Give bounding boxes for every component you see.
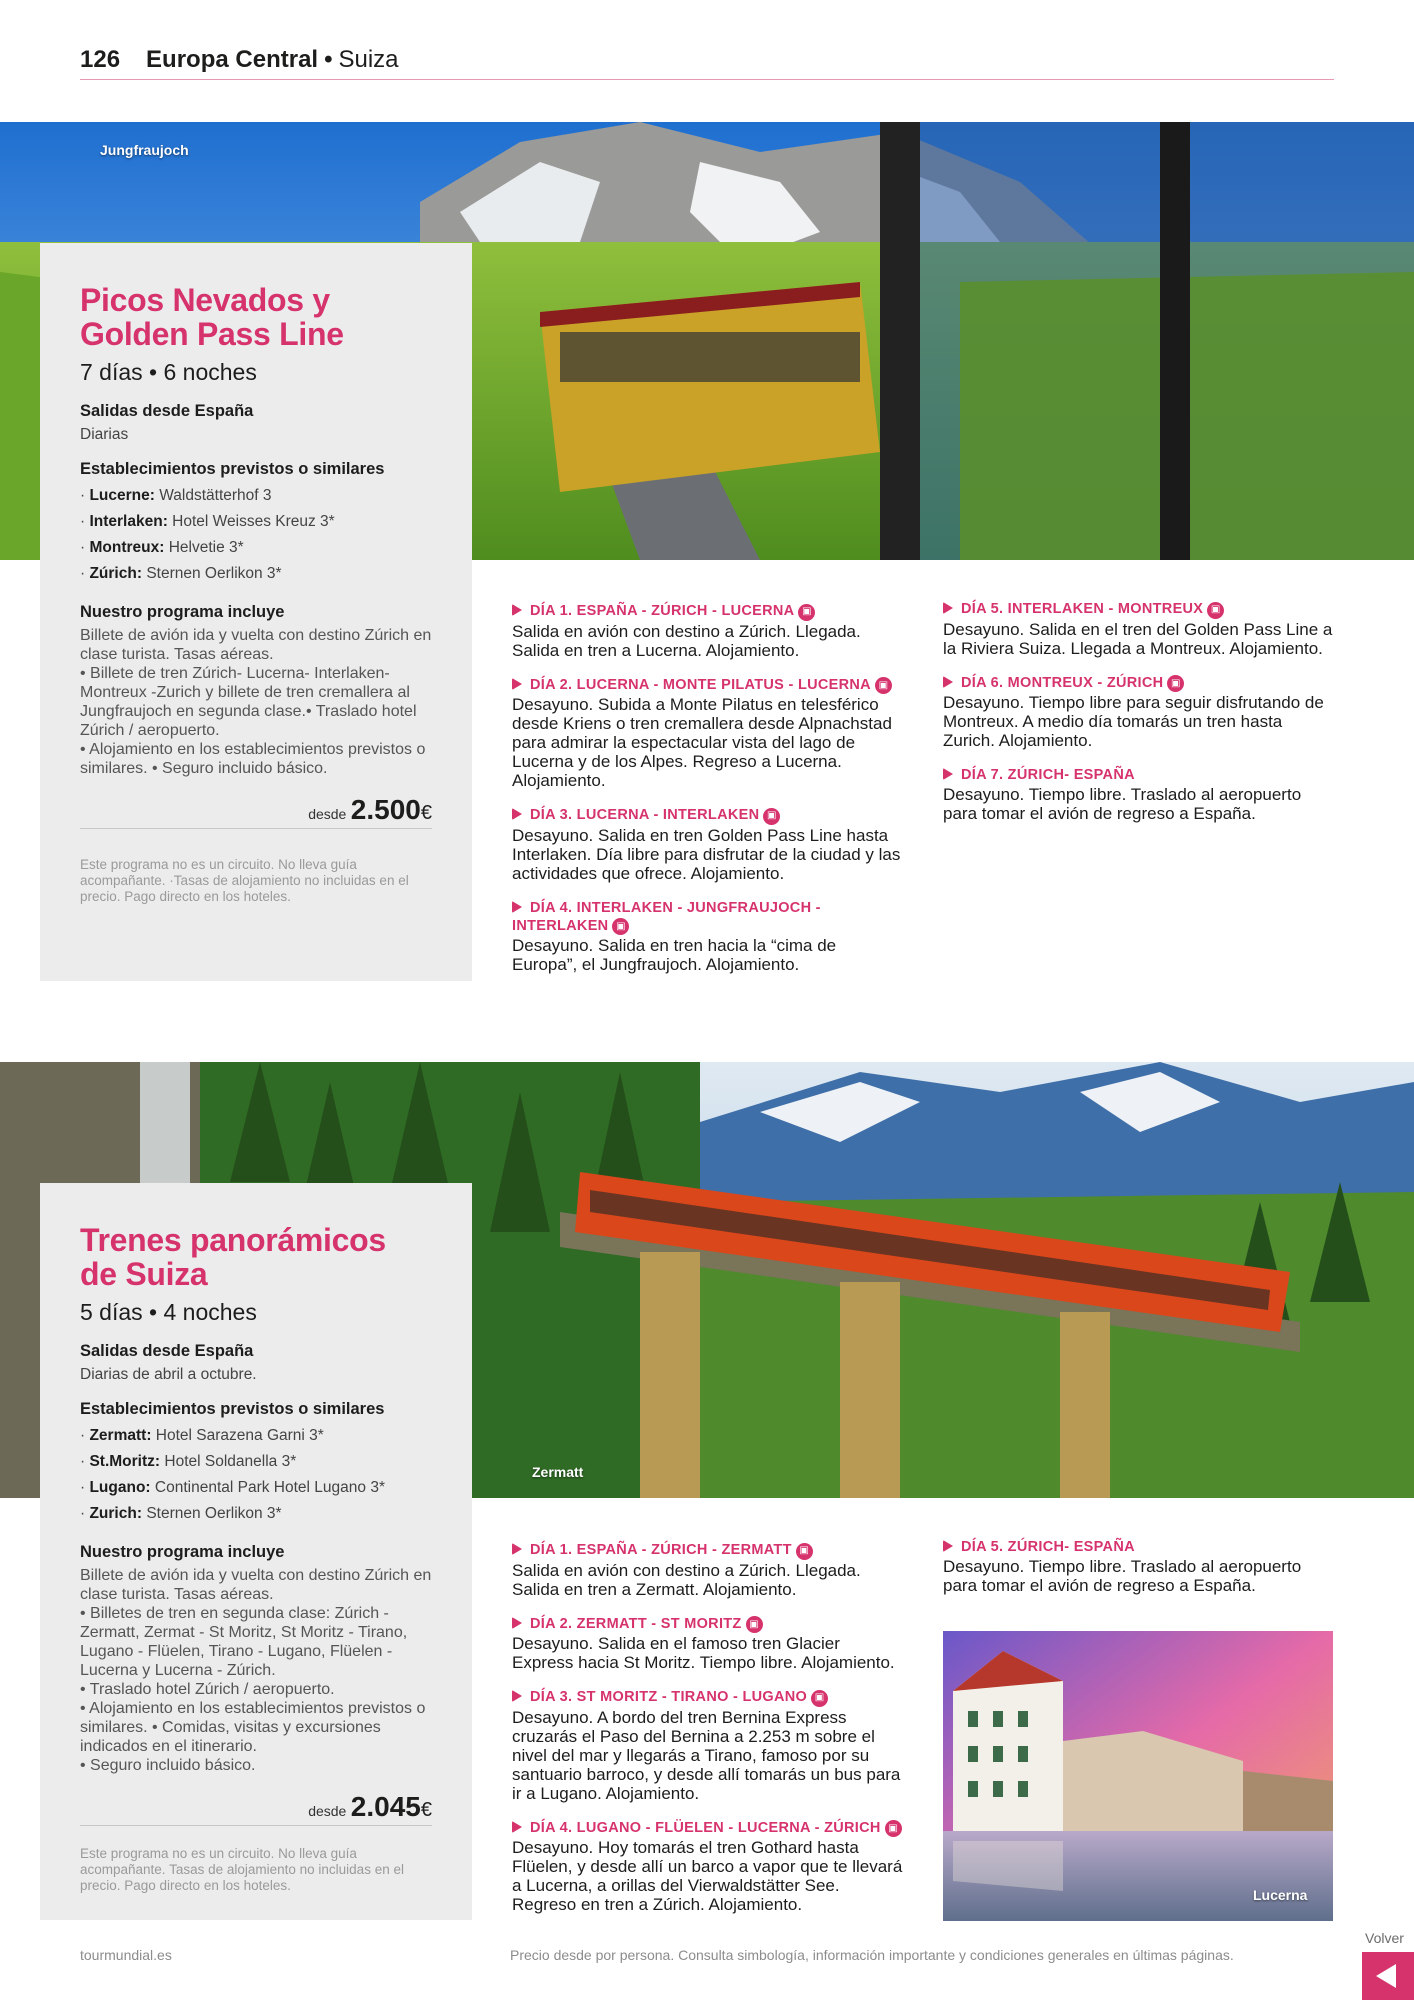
- hotel-name: Sternen Oerlikon 3*: [146, 1505, 282, 1522]
- hotel-city: Montreux:: [89, 539, 165, 556]
- footer-disclaimer: Precio desde por persona. Consulta simbología, información importante y condiciones generales en últimas páginas.: [510, 1947, 1234, 1963]
- day-title: DÍA 6. MONTREUX - ZÚRICH: [961, 674, 1164, 691]
- back-label[interactable]: Volver: [1365, 1930, 1404, 1946]
- pink-arrow-icon: [943, 676, 953, 688]
- day-title: DÍA 2. LUCERNA - MONTE PILATUS - LUCERNA: [530, 676, 871, 693]
- trip-title: [80, 1223, 432, 1291]
- pink-arrow-icon: [512, 604, 522, 616]
- price-amount: 2.500: [350, 794, 421, 825]
- itinerary-col-right-trip2: [943, 1538, 1335, 1611]
- page-header: [80, 46, 1334, 80]
- itinerary-col-left-trip1: [512, 602, 904, 990]
- day-text: Desayuno. Salida en el famoso tren Glacier Express hacia St Moritz. Tiempo libre. Alojamiento.: [512, 1634, 895, 1672]
- train-icon: ▣: [1207, 602, 1224, 619]
- hotel-city: Interlaken:: [89, 513, 168, 530]
- departures-heading: Salidas desde España: [80, 1342, 254, 1360]
- back-button[interactable]: [1362, 1952, 1414, 2000]
- program-note: Este programa no es un circuito. No lleva guía acompañante. Tasas de alojamiento no incluidas en el precio. Pago directo en los hoteles.: [80, 1846, 404, 1893]
- back-arrow-icon: [1376, 1964, 1396, 1988]
- price-row: [80, 784, 432, 829]
- train-icon: ▣: [885, 1820, 902, 1837]
- price-amount: 2.045: [350, 1791, 421, 1822]
- day-title: DÍA 5. INTERLAKEN - MONTREUX: [961, 601, 1204, 617]
- includes-text: Billete de avión ida y vuelta con destino Zúrich en clase turista. Tasas aéreas. • Billetes de tren en segunda clase: Zúrich - Zermatt, Zermat - St Moritz, St Moritz - Tirano, Lugano - Flüelen, Tirano - Lugano, Flüelen - Lucerna y Lucerna - Zúrich. • Traslado hotel Zúrich / aeropuerto. • Alojamiento en los establecimientos previstos o similares. • Comidas, visitas y excursiones indicados en el itinerario. • Seguro incluido básico.: [80, 1567, 432, 1774]
- hotel-item: · Montreux: Helvetie 3*: [80, 539, 244, 556]
- day-text: Desayuno. Tiempo libre para seguir disfrutando de Montreux. A medio día tomarás un tren hasta Zurich. Alojamiento.: [943, 693, 1324, 750]
- hotel-city: Zermatt:: [89, 1427, 152, 1444]
- program-note: Este programa no es un circuito. No lleva guía acompañante. ·Tasas de alojamiento no incluidas en el precio. Pago directo en los hoteles.: [80, 857, 409, 904]
- pink-arrow-icon: [512, 1543, 522, 1555]
- hotel-name: Sternen Oerlikon 3*: [146, 565, 282, 582]
- hotel-name: Continental Park Hotel Lugano 3*: [154, 1479, 385, 1496]
- hotel-item: · St.Moritz: Hotel Soldanella 3*: [80, 1453, 297, 1470]
- day-title: DÍA 3. ST MORITZ - TIRANO - LUGANO: [530, 1689, 808, 1705]
- lucerne-photo: [943, 1631, 1333, 1921]
- price-currency: €: [420, 1799, 432, 1821]
- pink-arrow-icon: [512, 901, 522, 913]
- hotel-item: · Zúrich: Sternen Oerlikon 3*: [80, 565, 282, 582]
- train-icon: ▣: [798, 604, 815, 621]
- day-text: Desayuno. A bordo del tren Bernina Express cruzarás el Paso del Bernina a 2.253 m sobre el nivel del mar y llegarás a Tirano, famoso por su santuario barroco, y desde allí tomarás un bus para ir a Lugano. Alojamiento.: [512, 1707, 901, 1803]
- train-icon: ▣: [763, 808, 780, 825]
- photo-caption-zermatt: Zermatt: [532, 1464, 584, 1480]
- hotel-name: Hotel Weisses Kreuz 3*: [172, 513, 335, 530]
- day-entry: [943, 600, 1335, 658]
- train-icon: ▣: [746, 1616, 763, 1633]
- hotel-list: [80, 1423, 432, 1527]
- trip-title-line2: de Suiza: [80, 1256, 208, 1292]
- hotels-heading: Establecimientos previstos o similares: [80, 1400, 385, 1418]
- train-icon: ▣: [612, 918, 629, 935]
- trip-title-line2: Golden Pass Line: [80, 316, 344, 352]
- pink-arrow-icon: [943, 602, 953, 614]
- trip-card-picos-nevados: [40, 243, 472, 981]
- pink-arrow-icon: [943, 1540, 953, 1552]
- day-title: DÍA 2. ZERMATT - ST MORITZ: [530, 1615, 742, 1632]
- hotel-city: Zurich:: [89, 1505, 142, 1522]
- pink-arrow-icon: [512, 1690, 522, 1702]
- departures-text: Diarias de abril a octubre.: [80, 1366, 257, 1383]
- price-currency: €: [420, 802, 432, 824]
- day-text: Desayuno. Hoy tomarás el tren Gothard hasta Flüelen, y desde allí un barco a vapor que te llevará a Lucerna, a orillas del Vierwaldstätter See. Regreso en tren a Zúrich. Alojamiento.: [512, 1838, 903, 1914]
- footer-site[interactable]: tourmundial.es: [80, 1947, 172, 1963]
- hotel-city: Lugano:: [89, 1479, 151, 1496]
- train-icon: ▣: [811, 1690, 828, 1707]
- trip-title: [80, 283, 432, 351]
- train-icon: ▣: [1167, 675, 1184, 692]
- day-text: Salida en avión con destino a Zúrich. Llegada. Salida en tren a Zermatt. Alojamiento.: [512, 1560, 861, 1599]
- day-text: Salida en avión con destino a Zúrich. Llegada. Salida en tren a Lucerna. Alojamiento.: [512, 621, 861, 660]
- day-entry: [512, 806, 904, 883]
- hotel-item: · Lugano: Continental Park Hotel Lugano 3*: [80, 1479, 385, 1496]
- day-title: DÍA 1. ESPAÑA - ZÚRICH - ZERMATT: [530, 1542, 792, 1558]
- includes-text: Billete de avión ida y vuelta con destino Zúrich en clase turista. Tasas aéreas. • Billete de tren Zúrich- Lucerna- Interlaken-Montreux -Zurich y billete de tren cremallera al Jungfraujoch en segunda clase.• Traslado hotel Zúrich / aeropuerto. • Alojamiento en los establecimientos previstos o similares. • Seguro incluido básico.: [80, 627, 432, 777]
- day-entry: [512, 676, 904, 791]
- day-entry: [512, 1688, 904, 1803]
- hotel-name: Hotel Soldanella 3*: [164, 1453, 297, 1470]
- page-title: [146, 46, 398, 74]
- trip-duration: 7 días • 6 noches: [80, 359, 257, 385]
- pink-arrow-icon: [512, 1821, 522, 1833]
- title-separator: •: [324, 46, 333, 73]
- includes-heading: Nuestro programa incluye: [80, 1543, 285, 1561]
- hotel-city: St.Moritz:: [89, 1453, 161, 1470]
- trip-title-line1: Picos Nevados y: [80, 282, 330, 318]
- day-title: DÍA 3. LUCERNA - INTERLAKEN: [530, 807, 760, 823]
- day-text: Desayuno. Salida en tren Golden Pass Line hasta Interlaken. Día libre para disfrutar de la ciudad y las actividades que ofrece. Alojamiento.: [512, 825, 901, 883]
- hotel-name: Waldstätterhof 3: [159, 487, 272, 504]
- day-entry: [943, 1538, 1335, 1595]
- pink-arrow-icon: [943, 768, 953, 780]
- day-entry: [512, 602, 904, 660]
- section-title: Europa Central: [146, 46, 319, 73]
- day-title: DÍA 5. ZÚRICH- ESPAÑA: [961, 1539, 1135, 1555]
- hotels-heading: Establecimientos previstos o similares: [80, 460, 385, 478]
- day-text: Desayuno. Tiempo libre. Traslado al aeropuerto para tomar el avión de regreso a España.: [943, 1557, 1302, 1595]
- hotel-city: Lucerne:: [89, 487, 155, 504]
- hotel-item: · Lucerne: Waldstätterhof 3: [80, 487, 272, 504]
- day-title: DÍA 7. ZÚRICH- ESPAÑA: [961, 767, 1135, 783]
- photo-caption-jungfraujoch: Jungfraujoch: [100, 142, 189, 158]
- price-from-label: desde: [308, 1803, 347, 1819]
- day-text: Desayuno. Salida en el tren del Golden Pass Line a la Riviera Suiza. Llegada a Montreux. Alojamiento.: [943, 619, 1333, 658]
- day-text: Desayuno. Salida en tren hacia la “cima de Europa”, el Jungfraujoch. Alojamiento.: [512, 936, 837, 974]
- photo-caption-lucerna: Lucerna: [1253, 1887, 1308, 1903]
- page-number: 126: [80, 46, 121, 73]
- day-title: DÍA 4. INTERLAKEN - JUNGFRAUJOCH - INTERLAKEN: [512, 899, 821, 934]
- hotel-list: [80, 483, 432, 587]
- train-icon: ▣: [796, 1543, 813, 1560]
- hotel-item: · Zurich: Sternen Oerlikon 3*: [80, 1505, 282, 1522]
- day-text: Desayuno. Subida a Monte Pilatus en telesférico desde Kriens o tren cremallera desde Alpnachstad para admirar la espectacular vista del lago de Lucerna y de los Alpes. Regreso a Lucerna. Alojamiento.: [512, 695, 892, 790]
- hotel-item: · Interlaken: Hotel Weisses Kreuz 3*: [80, 513, 335, 530]
- day-entry: [512, 1541, 904, 1599]
- departures-text: Diarias: [80, 426, 129, 443]
- trip-duration: 5 días • 4 noches: [80, 1299, 257, 1325]
- day-entry: [512, 899, 904, 975]
- includes-heading: Nuestro programa incluye: [80, 603, 285, 621]
- departures-heading: Salidas desde España: [80, 402, 254, 420]
- pink-arrow-icon: [512, 808, 522, 820]
- region-title: Suiza: [338, 46, 399, 73]
- price-row: [80, 1781, 432, 1826]
- hotel-name: Helvetie 3*: [168, 539, 244, 556]
- day-entry: [512, 1819, 904, 1915]
- trip-title-line1: Trenes panorámicos: [80, 1222, 386, 1258]
- itinerary-col-left-trip2: [512, 1541, 904, 1930]
- pink-arrow-icon: [512, 1617, 522, 1629]
- pink-arrow-icon: [512, 678, 522, 690]
- day-entry: [943, 766, 1335, 823]
- trip-card-trenes-panoramicos: [40, 1183, 472, 1920]
- hotel-name: Hotel Sarazena Garni 3*: [155, 1427, 324, 1444]
- day-title: DÍA 1. ESPAÑA - ZÚRICH - LUCERNA: [530, 603, 795, 619]
- price-from-label: desde: [308, 806, 347, 822]
- day-text: Desayuno. Tiempo libre. Traslado al aeropuerto para tomar el avión de regreso a España.: [943, 785, 1302, 823]
- day-entry: [943, 674, 1335, 751]
- train-icon: ▣: [875, 677, 892, 694]
- hotel-city: Zúrich:: [89, 565, 142, 582]
- hotel-item: · Zermatt: Hotel Sarazena Garni 3*: [80, 1427, 324, 1444]
- itinerary-col-right-trip1: [943, 600, 1335, 839]
- day-entry: [512, 1615, 904, 1673]
- day-title: DÍA 4. LUGANO - FLÜELEN - LUCERNA - ZÚRICH: [530, 1819, 881, 1836]
